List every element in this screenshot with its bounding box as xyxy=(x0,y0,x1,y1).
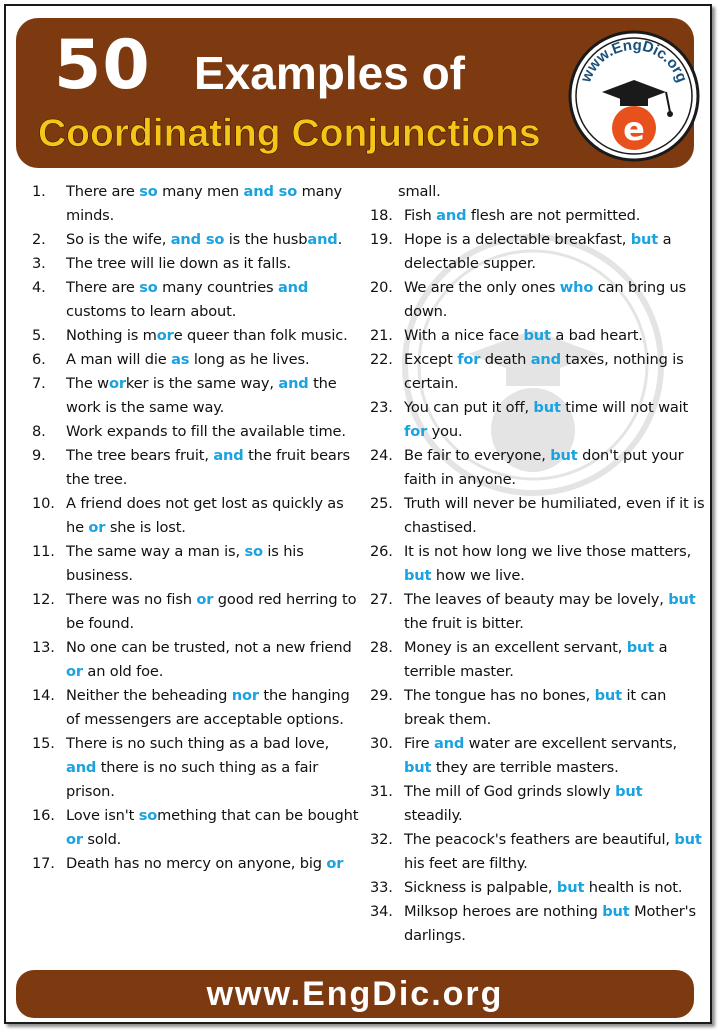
list-item xyxy=(360,900,705,948)
list-item xyxy=(360,588,705,636)
item-number: 30. xyxy=(370,735,393,752)
sentence-text: they are terrible masters. xyxy=(431,759,619,776)
list-item xyxy=(22,324,362,348)
list-item xyxy=(22,636,362,684)
sentence-text: a terrible master. xyxy=(404,639,668,680)
list-item xyxy=(360,324,705,348)
sentence-text: Neither the beheading xyxy=(66,687,232,704)
list-item xyxy=(22,852,362,876)
sentence-text: water are excellent servants, xyxy=(464,735,677,752)
conjunction-highlight: but xyxy=(602,903,630,920)
list-item xyxy=(22,732,362,804)
sentence-text: steadily. xyxy=(404,807,463,824)
sentence-text: Except xyxy=(404,351,458,368)
item-number: 25. xyxy=(370,495,393,512)
sentence-text: death xyxy=(480,351,531,368)
item-number: 26. xyxy=(370,543,393,560)
sentence-text: There was no fish xyxy=(66,591,197,608)
conjunction-highlight: or xyxy=(108,375,126,392)
list-item xyxy=(22,228,362,252)
sentence-text: Mother's darlings. xyxy=(404,903,696,944)
list-item xyxy=(22,372,362,420)
sentence-text: You can put it off, xyxy=(404,399,534,416)
sentence-text: Money is an excellent servant, xyxy=(404,639,627,656)
list-item xyxy=(360,780,705,828)
sentence-text: don't put your faith in anyone. xyxy=(404,447,684,488)
sentence-text: Hope is a delectable breakfast, xyxy=(404,231,631,248)
sentence-text: No one can be trusted, not a new friend xyxy=(66,639,352,656)
sentence-text: how we live. xyxy=(431,567,525,584)
item-number: 4. xyxy=(32,279,46,296)
sentence-text: With a nice face xyxy=(404,327,524,344)
conjunction-highlight: and xyxy=(277,279,309,296)
list-item-continuation: small. xyxy=(398,183,441,200)
sentence-text: The tree bears fruit, xyxy=(66,447,214,464)
conjunction-highlight: or xyxy=(66,831,83,848)
sentence-text: A man will die xyxy=(66,351,172,368)
sentence-text: It is not how long we live those matters, xyxy=(404,543,692,560)
conjunction-highlight: or xyxy=(156,327,174,344)
sentence-text: Nothing is m xyxy=(66,327,157,344)
list-item xyxy=(360,204,705,228)
logo-site-text: www.EngDic.org xyxy=(577,36,691,85)
sentence-text: is his business. xyxy=(66,543,304,584)
item-number: 23. xyxy=(370,399,393,416)
sentence-text: the hanging of messengers are acceptable options. xyxy=(66,687,350,728)
conjunction-highlight: or xyxy=(326,855,344,872)
conjunction-highlight: so xyxy=(138,807,158,824)
item-number: 33. xyxy=(370,879,393,896)
list-item xyxy=(360,444,705,492)
list-item xyxy=(22,180,362,228)
sentence-text: Truth will never be humiliated, even if it is chastised. xyxy=(404,495,705,536)
conjunction-highlight: who xyxy=(559,279,594,296)
conjunction-highlight: or xyxy=(66,663,83,680)
sentence-text: many countries xyxy=(157,279,278,296)
sentence-text: Be fair to everyone, xyxy=(404,447,551,464)
conjunction-highlight: so xyxy=(139,279,158,296)
sentence-text: The mill of God grinds slowly xyxy=(404,783,616,800)
sentence-text: the fruit is bitter. xyxy=(404,615,524,632)
conjunction-highlight: but xyxy=(533,399,561,416)
sentence-text: ker is the same way, xyxy=(125,375,279,392)
item-number: 3. xyxy=(32,255,46,272)
sentence-text: can bring us down. xyxy=(404,279,687,320)
item-number: 16. xyxy=(32,807,55,824)
sentence-text: Milksop heroes are nothing xyxy=(404,903,603,920)
sentence-text: Fish xyxy=(404,207,437,224)
sentence-text: There are xyxy=(66,183,140,200)
sentence-text: The leaves of beauty may be lovely, xyxy=(404,591,669,608)
item-number: 31. xyxy=(370,783,393,800)
item-number: 29. xyxy=(370,687,393,704)
list-item xyxy=(360,876,705,900)
conjunction-highlight: but xyxy=(550,447,578,464)
conjunction-highlight: but xyxy=(594,687,622,704)
right-example-list xyxy=(360,180,705,948)
conjunction-highlight: but xyxy=(556,879,585,896)
conjunction-highlight: nor xyxy=(231,687,259,704)
sentence-text: a bad heart. xyxy=(550,327,643,344)
footer-banner xyxy=(16,970,694,1018)
list-item xyxy=(360,276,705,324)
conjunction-highlight: and xyxy=(307,231,338,248)
list-item xyxy=(360,396,705,444)
sentence-text: the fruit bears the tree. xyxy=(66,447,351,488)
sentence-text: the work is the same way. xyxy=(66,375,337,416)
sentence-text: an old foe. xyxy=(82,663,164,680)
item-number: 9. xyxy=(32,447,46,464)
conjunction-highlight: and xyxy=(433,735,465,752)
conjunction-highlight: and so xyxy=(243,183,298,200)
sentence-text: customs to learn about. xyxy=(66,303,237,320)
sentence-text: e queer than folk music. xyxy=(173,327,348,344)
list-item xyxy=(22,804,362,852)
sentence-text: health is not. xyxy=(584,879,683,896)
conjunction-highlight: and xyxy=(530,351,561,368)
conjunction-highlight: so xyxy=(244,543,263,560)
sentence-text: Work expands to fill the available time. xyxy=(66,423,346,440)
logo-letter: e xyxy=(623,110,645,148)
list-item xyxy=(360,492,705,540)
sentence-text: A friend does not get lost as quickly as he xyxy=(66,495,344,536)
sentence-text: long as he lives. xyxy=(189,351,310,368)
sentence-text: many minds. xyxy=(66,183,343,224)
conjunction-highlight: and xyxy=(66,759,97,776)
sentence-text: Sickness is palpable, xyxy=(404,879,557,896)
sentence-text: his feet are filthy. xyxy=(404,855,528,872)
item-number: 5. xyxy=(32,327,46,344)
sentence-text: The tongue has no bones, xyxy=(404,687,595,704)
item-number: 15. xyxy=(32,735,55,752)
conjunction-highlight: but xyxy=(630,231,659,248)
sentence-text: The tree will lie down as it falls. xyxy=(66,255,292,272)
sentence-text: it can break them. xyxy=(404,687,667,728)
item-number: 13. xyxy=(32,639,55,656)
item-number: 11. xyxy=(32,543,55,560)
conjunction-highlight: but xyxy=(523,327,551,344)
conjunction-highlight: and xyxy=(278,375,309,392)
list-item xyxy=(22,492,362,540)
conjunction-highlight: but xyxy=(615,783,643,800)
item-number: 14. xyxy=(32,687,55,704)
item-number: 7. xyxy=(32,375,46,392)
item-number: 1. xyxy=(32,183,46,200)
list-item xyxy=(360,348,705,396)
item-number: 22. xyxy=(370,351,393,368)
conjunction-highlight: or xyxy=(88,519,106,536)
list-item xyxy=(360,636,705,684)
list-item xyxy=(22,420,362,444)
sentence-text: flesh are not permitted. xyxy=(466,207,641,224)
item-number: 10. xyxy=(32,495,55,512)
sentence-text: many men xyxy=(157,183,244,200)
engdic-logo-icon xyxy=(566,28,702,164)
conjunction-highlight: for xyxy=(457,351,481,368)
list-item xyxy=(360,828,705,876)
item-number: 24. xyxy=(370,447,393,464)
conjunction-highlight: but xyxy=(404,759,432,776)
sentence-text: mething that can be bought xyxy=(157,807,359,824)
list-item xyxy=(22,540,362,588)
sentence-text: The w xyxy=(66,375,109,392)
footer-url: www.EngDic.org xyxy=(206,975,504,1013)
list-item xyxy=(22,684,362,732)
title-number: 50 xyxy=(54,26,151,105)
sentence-text: is the husb xyxy=(224,231,308,248)
list-item xyxy=(22,252,362,276)
list-item xyxy=(22,444,362,492)
sentence-text: There is no such thing as a bad love, xyxy=(66,735,330,752)
sentence-text: taxes, nothing is certain. xyxy=(404,351,684,392)
item-number: 32. xyxy=(370,831,393,848)
item-number: 28. xyxy=(370,639,393,656)
item-number: 8. xyxy=(32,423,46,440)
conjunction-highlight: so xyxy=(139,183,158,200)
sentence-text: you. xyxy=(427,423,463,440)
item-number: 2. xyxy=(32,231,46,248)
sentence-text: good red herring to be found. xyxy=(66,591,357,632)
item-number: 17. xyxy=(32,855,55,872)
conjunction-highlight: and xyxy=(436,207,467,224)
sentence-text: So is the wife, xyxy=(66,231,171,248)
sentence-text: We are the only ones xyxy=(404,279,560,296)
conjunction-highlight: or xyxy=(196,591,214,608)
conjunction-highlight: for xyxy=(404,423,428,440)
sentence-text: a delectable supper. xyxy=(404,231,672,272)
item-number: 21. xyxy=(370,327,393,344)
sentence-text: The peacock's feathers are beautiful, xyxy=(404,831,675,848)
list-item xyxy=(360,540,705,588)
subtitle: Coordinating Conjunctions xyxy=(38,112,541,155)
conjunction-highlight: but xyxy=(674,831,702,848)
list-item xyxy=(22,588,362,636)
item-number: 6. xyxy=(32,351,46,368)
sentence-text: time will not wait xyxy=(560,399,689,416)
item-number: 12. xyxy=(32,591,55,608)
conjunction-highlight: and so xyxy=(170,231,225,248)
sentence-text: The same way a man is, xyxy=(66,543,245,560)
conjunction-highlight: and xyxy=(213,447,244,464)
list-item xyxy=(22,348,362,372)
sentence-text: . xyxy=(337,231,343,248)
list-item xyxy=(360,732,705,780)
sentence-text: there is no such thing as a fair prison. xyxy=(66,759,319,800)
conjunction-highlight: but xyxy=(626,639,655,656)
list-item xyxy=(360,228,705,276)
conjunction-highlight: but xyxy=(668,591,696,608)
list-item xyxy=(22,276,362,324)
conjunction-highlight: but xyxy=(404,567,432,584)
sentence-text: sold. xyxy=(82,831,122,848)
left-example-list xyxy=(22,180,362,876)
sentence-text: Fire xyxy=(404,735,434,752)
sentence-text: Death has no mercy on anyone, big xyxy=(66,855,327,872)
list-item xyxy=(360,684,705,732)
sentence-text: There are xyxy=(66,279,140,296)
sentence-text: Love isn't xyxy=(66,807,139,824)
item-number: 34. xyxy=(370,903,393,920)
conjunction-highlight: as xyxy=(171,351,190,368)
item-number: 19. xyxy=(370,231,393,248)
item-number: 20. xyxy=(370,279,393,296)
title-text: Examples of xyxy=(194,47,465,99)
item-number: 27. xyxy=(370,591,393,608)
sentence-text: she is lost. xyxy=(105,519,186,536)
item-number: 18. xyxy=(370,207,393,224)
